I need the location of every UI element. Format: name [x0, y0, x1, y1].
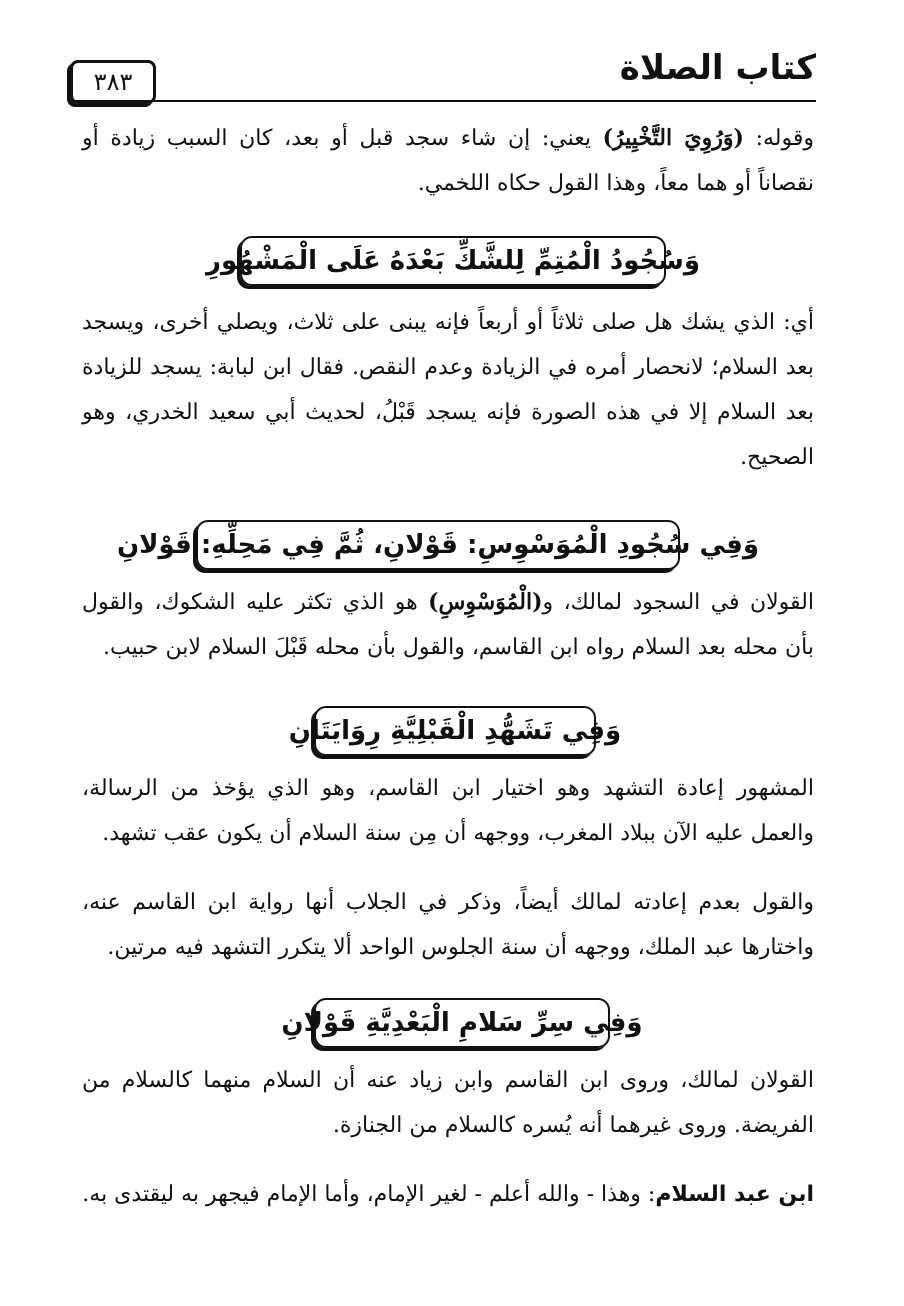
- paragraph-5: والقول بعدم إعادته لمالك أيضاً، وذكر في الجلاب أنها رواية ابن القاسم عنه، واختارها عبد الملك، ووجهه أن سنة الجلوس الواحد ألا يتكرر التشهد فيه مرتين.: [82, 890, 814, 960]
- paragraph-3-quote: (الْمُوَسْوِسِ): [428, 589, 543, 615]
- paragraph-1: [82, 116, 814, 206]
- paragraph-7: [82, 1172, 814, 1217]
- paragraph-4: المشهور إعادة التشهد وهو اختيار ابن القاسم، وهو الذي يؤخذ من الرسالة، والعمل عليه الآن ببلاد المغرب، ووجهه أن مِن سنة السلام أن يكون عقب تشهد.: [82, 776, 814, 846]
- section-heading-1: وَسُجُودُ الْمُتِمِّ لِلشَّكِّ بَعْدَهُ عَلَى الْمَشْهُورِ: [240, 236, 666, 286]
- paragraph-3-text: هو الذي تكثر عليه الشكوك، والقول بأن محله بعد السلام رواه ابن القاسم، والقول بأن محله قَبْلَ السلام لابن حبيب.: [82, 590, 814, 660]
- section-heading-4: وَفِي سِرِّ سَلامِ الْبَعْدِيَّةِ قَوْلانِ: [314, 998, 610, 1048]
- section-heading-2: وَفِي سُجُودِ الْمُوَسْوِسِ: قَوْلانِ، ثُمَّ فِي مَحِلِّهِ: قَوْلانِ: [196, 520, 680, 570]
- paragraph-7-text: : وهذا - والله أعلم - لغير الإمام، وأما الإمام فيجهر به ليقتدى به.: [82, 1182, 656, 1207]
- paragraph-1-intro: وقوله:: [743, 126, 814, 151]
- book-title: كتاب الصلاة: [619, 48, 816, 88]
- paragraph-3-intro: القولان في السجود لمالك، و: [542, 590, 814, 615]
- paragraph-2: أي: الذي يشك هل صلى ثلاثاً أو أربعاً فإنه يبنى على ثلاث، ويصلي أخرى، ويسجد بعد السلام؛ لانحصار أمره في الزيادة وعدم النقص. فقال ابن لبابة: يسجد للزيادة بعد السلام إلا في هذه الصورة فإنه يسجد قَبْلُ، لحديث أبي سعيد الخدري، وهو الصحيح.: [82, 310, 814, 470]
- header-rule: [70, 100, 816, 102]
- paragraph-1-text: يعني: إن شاء سجد قبل أو بعد، كان السبب زيادة أو نقصاناً أو هما معاً، وهذا القول حكاه اللخمي.: [82, 126, 814, 196]
- page-number: ٣٨٣: [70, 60, 156, 104]
- section-heading-3: وَفِي تَشَهُّدِ الْقَبْلِيَّةِ رِوَايَتَانِ: [314, 706, 596, 756]
- paragraph-6: القولان لمالك، وروى ابن القاسم وابن زياد عنه أن السلام منهما كالسلام من الفريضة. وروى غيرهما أنه يُسره كالسلام من الجنازة.: [82, 1068, 814, 1138]
- paragraph-3: [82, 580, 814, 670]
- paragraph-1-quote: (وَرُوِيَ التَّخْيِيرُ): [602, 125, 744, 151]
- paragraph-7-label: ابن عبد السلام: [655, 1182, 814, 1207]
- page-header: [70, 40, 816, 104]
